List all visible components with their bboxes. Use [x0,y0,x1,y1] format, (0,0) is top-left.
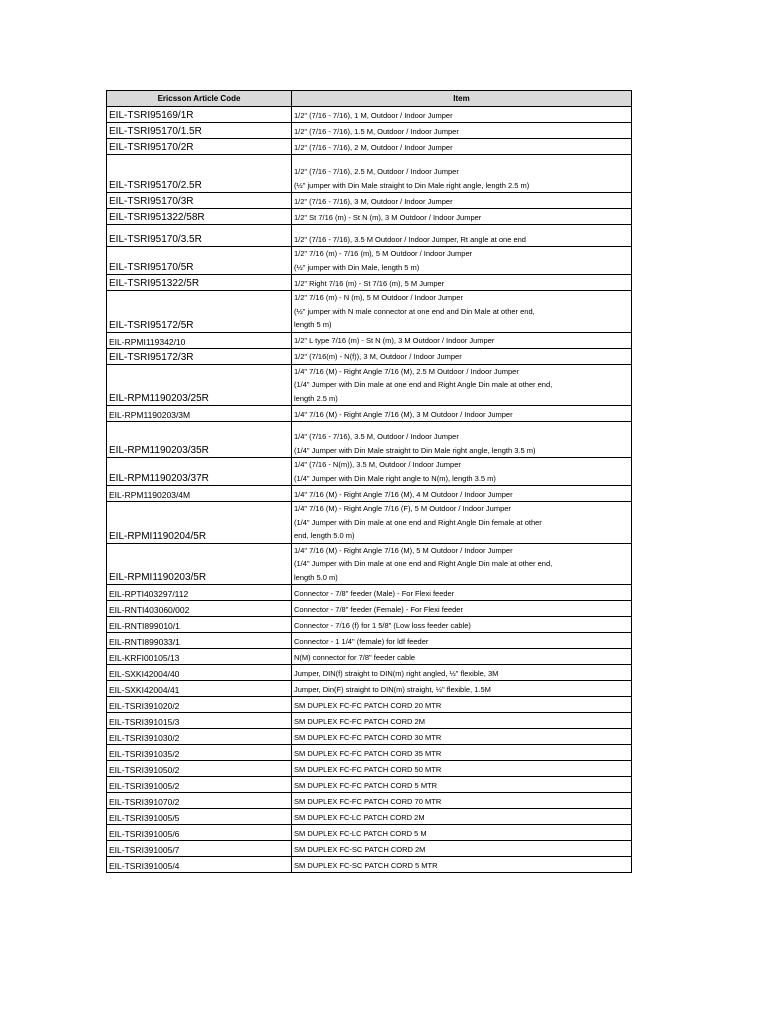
article-code-cell: EIL-KRFI00105/13 [107,649,292,665]
item-description-line: SM DUPLEX FC-FC PATCH CORD 20 MTR [294,700,442,710]
article-code-cell: EIL-TSRI391005/5 [107,809,292,825]
item-description-cell [292,745,632,761]
item-description-cell [292,857,632,873]
table-row [107,332,632,348]
item-description-line: 1/2" L type 7/16 (m) - St N (m), 3 M Outdoor / Indoor Jumper [294,336,495,345]
article-code-cell: EIL-RPM1190203/3M [107,406,292,422]
item-description-cell [292,825,632,841]
item-description-line: Connector - 7/8" feeder (Male) - For Flexi feeder [294,588,455,598]
item-description-line: 1/4" 7/16 (M) - Right Angle 7/16 (M), 4 M Outdoor / Indoor Jumper [294,489,513,499]
item-description-cell [292,777,632,793]
item-description-line: 1/4" (7/16 - 7/16), 3.5 M, Outdoor / Indoor Jumper [294,432,459,441]
item-description-line: 1/4" 7/16 (M) - Right Angle 7/16 (M), 2.5 M Outdoor / Indoor Jumper [294,366,519,376]
item-description-line: 1/2" St 7/16 (m) - St N (m), 3 M Outdoor / Indoor Jumper [294,212,482,222]
table-row [107,585,632,601]
item-description-cell [292,841,632,857]
article-code-cell: EIL-TSRI391050/2 [107,761,292,777]
table-row [107,825,632,841]
item-description-cell [292,225,632,247]
item-description-cell [292,275,632,291]
item-description-line: (½" jumper with N male connector at one end and Din Male at other end, [294,306,535,316]
item-description-cell [292,633,632,649]
item-description-line: (1/4" Jumper with Din male at one end and Right Angle Din male at other end, [294,380,553,389]
table-row [107,107,632,123]
table-row [107,601,632,617]
table-row [107,502,632,544]
item-description-line: (½" jumper with Din Male, length 5 m) [294,262,420,272]
header-row [107,91,632,107]
table-row [107,697,632,713]
article-code-cell: EIL-TSRI391035/2 [107,745,292,761]
article-code-cell: EIL-TSRI951322/58R [107,209,292,225]
article-code-cell: EIL-TSRI95172/5R [107,291,292,333]
table-row [107,139,632,155]
table-row [107,155,632,193]
article-code-cell: EIL-RPM1190203/35R [107,422,292,458]
item-description-line: Connector - 1 1/4" (female) for ldf feeder [294,636,429,646]
item-description-line: SM DUPLEX FC-SC PATCH CORD 5 MTR [294,860,438,870]
item-description-cell [292,793,632,809]
item-description-line: SM DUPLEX FC-FC PATCH CORD 70 MTR [294,796,442,806]
item-description-cell [292,697,632,713]
item-description-line: SM DUPLEX FC-FC PATCH CORD 2M [294,716,425,726]
header-article-code: Ericsson Article Code [107,91,292,107]
item-description-line: 1/4" 7/16 (M) - Right Angle 7/16 (M), 3 M Outdoor / Indoor Jumper [294,409,513,419]
table-row [107,543,632,585]
item-description-cell [292,139,632,155]
item-description-line: SM DUPLEX FC-FC PATCH CORD 50 MTR [294,764,442,774]
item-description-line: 1/4" 7/16 (M) - Right Angle 7/16 (F), 5 M Outdoor / Indoor Jumper [294,504,511,513]
item-description-line: (1/4" Jumper with Din Male right angle to N(m), length 3.5 m) [294,473,496,483]
item-description-cell [292,123,632,139]
article-code-cell: EIL-TSRI95170/5R [107,247,292,275]
item-description-cell [292,809,632,825]
table-row [107,275,632,291]
table-row [107,809,632,825]
article-code-cell: EIL-TSRI95169/1R [107,107,292,123]
table-row [107,761,632,777]
item-description-cell [292,291,632,333]
item-description-line: Jumper, Din(F) straight to DIN(m) straight, ½" flexible, 1.5M [294,684,491,694]
table-row [107,458,632,486]
item-description-line: 1/4" (7/16 - N(m)), 3.5 M, Outdoor / Indoor Jumper [294,460,461,469]
table-row [107,665,632,681]
item-description-cell [292,665,632,681]
item-description-cell [292,209,632,225]
table-row [107,123,632,139]
item-description-line: 1/4" 7/16 (M) - Right Angle 7/16 (M), 5 M Outdoor / Indoor Jumper [294,545,513,555]
table-row [107,857,632,873]
item-description-cell [292,761,632,777]
item-description-cell [292,155,632,193]
article-code-cell: EIL-RPM1190203/4M [107,486,292,502]
item-description-cell [292,348,632,364]
table-row [107,841,632,857]
item-description-line: (1/4" Jumper with Din male at one end and Right Angle Din male at other end, [294,559,553,568]
table-row [107,406,632,422]
article-code-cell: EIL-RPMI1190204/5R [107,502,292,544]
article-code-cell: EIL-RPMI1190203/5R [107,543,292,585]
article-code-cell: EIL-SXKI42004/40 [107,665,292,681]
article-code-cell: EIL-TSRI95170/3.5R [107,225,292,247]
item-description-cell [292,247,632,275]
item-description-line: 1/2" (7/16 - 7/16), 1 M, Outdoor / Indoor Jumper [294,110,453,120]
table-row [107,486,632,502]
item-description-cell [292,617,632,633]
article-code-cell: EIL-TSRI391005/4 [107,857,292,873]
item-description-cell [292,364,632,406]
article-code-cell: EIL-TSRI95170/2R [107,139,292,155]
table-row [107,225,632,247]
article-code-cell: EIL-TSRI95170/3R [107,193,292,209]
article-code-cell: EIL-TSRI951322/5R [107,275,292,291]
article-code-cell: EIL-RPM1190203/37R [107,458,292,486]
item-description-line: 1/2" 7/16 (m) - N (m), 5 M Outdoor / Indoor Jumper [294,293,463,302]
article-code-cell: EIL-TSRI391070/2 [107,793,292,809]
item-description-cell [292,486,632,502]
item-description-line: 1/2" (7/16(m) - N(f)), 3 M, Outdoor / Indoor Jumper [294,352,462,361]
item-description-line: length 5.0 m) [294,572,338,582]
item-description-line: 1/2" 7/16 (m) - 7/16 (m), 5 M Outdoor / Indoor Jumper [294,249,473,258]
item-description-line: SM DUPLEX FC-FC PATCH CORD 35 MTR [294,748,442,758]
article-code-cell: EIL-TSRI391005/2 [107,777,292,793]
table-row [107,247,632,275]
item-description-line: (1/4" Jumper with Din male at one end and Right Angle Din female at other [294,517,542,527]
article-code-cell: EIL-TSRI95170/2.5R [107,155,292,193]
table-row [107,193,632,209]
table-row [107,633,632,649]
item-description-cell [292,729,632,745]
item-description-line: Connector - 7/16 (f) for 1 5/8" (Low loss feeder cable) [294,620,471,630]
table-row [107,777,632,793]
table-row [107,348,632,364]
item-description-line: Jumper, DIN(f) straight to DIN(m) right angled, ½" flexible, 3M [294,668,499,678]
article-code-cell: EIL-TSRI391030/2 [107,729,292,745]
table-row [107,681,632,697]
table-row [107,209,632,225]
item-description-cell [292,332,632,348]
article-code-cell: EIL-RPMI119342/10 [107,332,292,348]
article-code-cell: EIL-TSRI391005/7 [107,841,292,857]
table-row [107,729,632,745]
article-code-cell: EIL-SXKI42004/41 [107,681,292,697]
item-description-line: (½" jumper with Din Male straight to Din Male right angle, length 2.5 m) [294,180,530,190]
item-description-line: (1/4" Jumper with Din Male straight to Din Male right angle, length 3.5 m) [294,445,536,455]
article-code-cell: EIL-RNTI403060/002 [107,601,292,617]
table-row [107,649,632,665]
article-code-cell: EIL-RPM1190203/25R [107,364,292,406]
header-item: Item [292,91,632,107]
article-code-cell: EIL-RPTI403297/112 [107,585,292,601]
item-description-line: length 5 m) [294,320,332,329]
item-description-cell [292,193,632,209]
item-description-cell [292,502,632,544]
item-description-line: SM DUPLEX FC-SC PATCH CORD 2M [294,844,426,854]
item-description-line: 1/2" (7/16 - 7/16), 2.5 M, Outdoor / Indoor Jumper [294,167,459,176]
item-description-line: SM DUPLEX FC-FC PATCH CORD 5 MTR [294,780,438,790]
item-description-cell [292,406,632,422]
item-description-cell [292,681,632,697]
item-description-line: Connector - 7/8" feeder (Female) - For Flexi feeder [294,604,463,614]
article-code-cell: EIL-TSRI95172/3R [107,348,292,364]
item-description-cell [292,458,632,486]
item-description-line: 1/2" Right 7/16 (m) - St 7/16 (m), 5 M Jumper [294,278,445,288]
item-description-line: N(M) connector for 7/8" feeder cable [294,652,416,662]
article-code-cell: EIL-TSRI391020/2 [107,697,292,713]
table-row [107,713,632,729]
table-row [107,364,632,406]
item-description-cell [292,107,632,123]
item-description-line: end, length 5.0 m) [294,531,355,540]
item-description-cell [292,585,632,601]
table-row [107,291,632,333]
article-code-cell: EIL-TSRI95170/1.5R [107,123,292,139]
article-code-cell: EIL-TSRI391015/3 [107,713,292,729]
item-description-line: SM DUPLEX FC-FC PATCH CORD 30 MTR [294,732,442,742]
table-row [107,793,632,809]
article-code-table [106,90,632,873]
article-code-cell: EIL-RNTI899033/1 [107,633,292,649]
table-row [107,745,632,761]
item-description-line: length 2.5 m) [294,393,338,403]
table-row [107,422,632,458]
item-description-line: 1/2" (7/16 - 7/16), 3.5 M Outdoor / Indoor Jumper, Rt angle at one end [294,234,526,244]
item-description-cell [292,713,632,729]
item-description-line: SM DUPLEX FC-LC PATCH CORD 2M [294,812,425,822]
item-description-cell [292,543,632,585]
item-description-cell [292,601,632,617]
item-description-line: 1/2" (7/16 - 7/16), 1.5 M, Outdoor / Indoor Jumper [294,126,459,136]
article-code-cell: EIL-RNTI899010/1 [107,617,292,633]
item-description-cell [292,649,632,665]
item-description-line: SM DUPLEX FC-LC PATCH CORD 5 M [294,828,427,838]
article-code-cell: EIL-TSRI391005/6 [107,825,292,841]
table-row [107,617,632,633]
item-description-line: 1/2" (7/16 - 7/16), 2 M, Outdoor / Indoor Jumper [294,142,453,152]
item-description-line: 1/2" (7/16 - 7/16), 3 M, Outdoor / Indoor Jumper [294,196,453,206]
item-description-cell [292,422,632,458]
